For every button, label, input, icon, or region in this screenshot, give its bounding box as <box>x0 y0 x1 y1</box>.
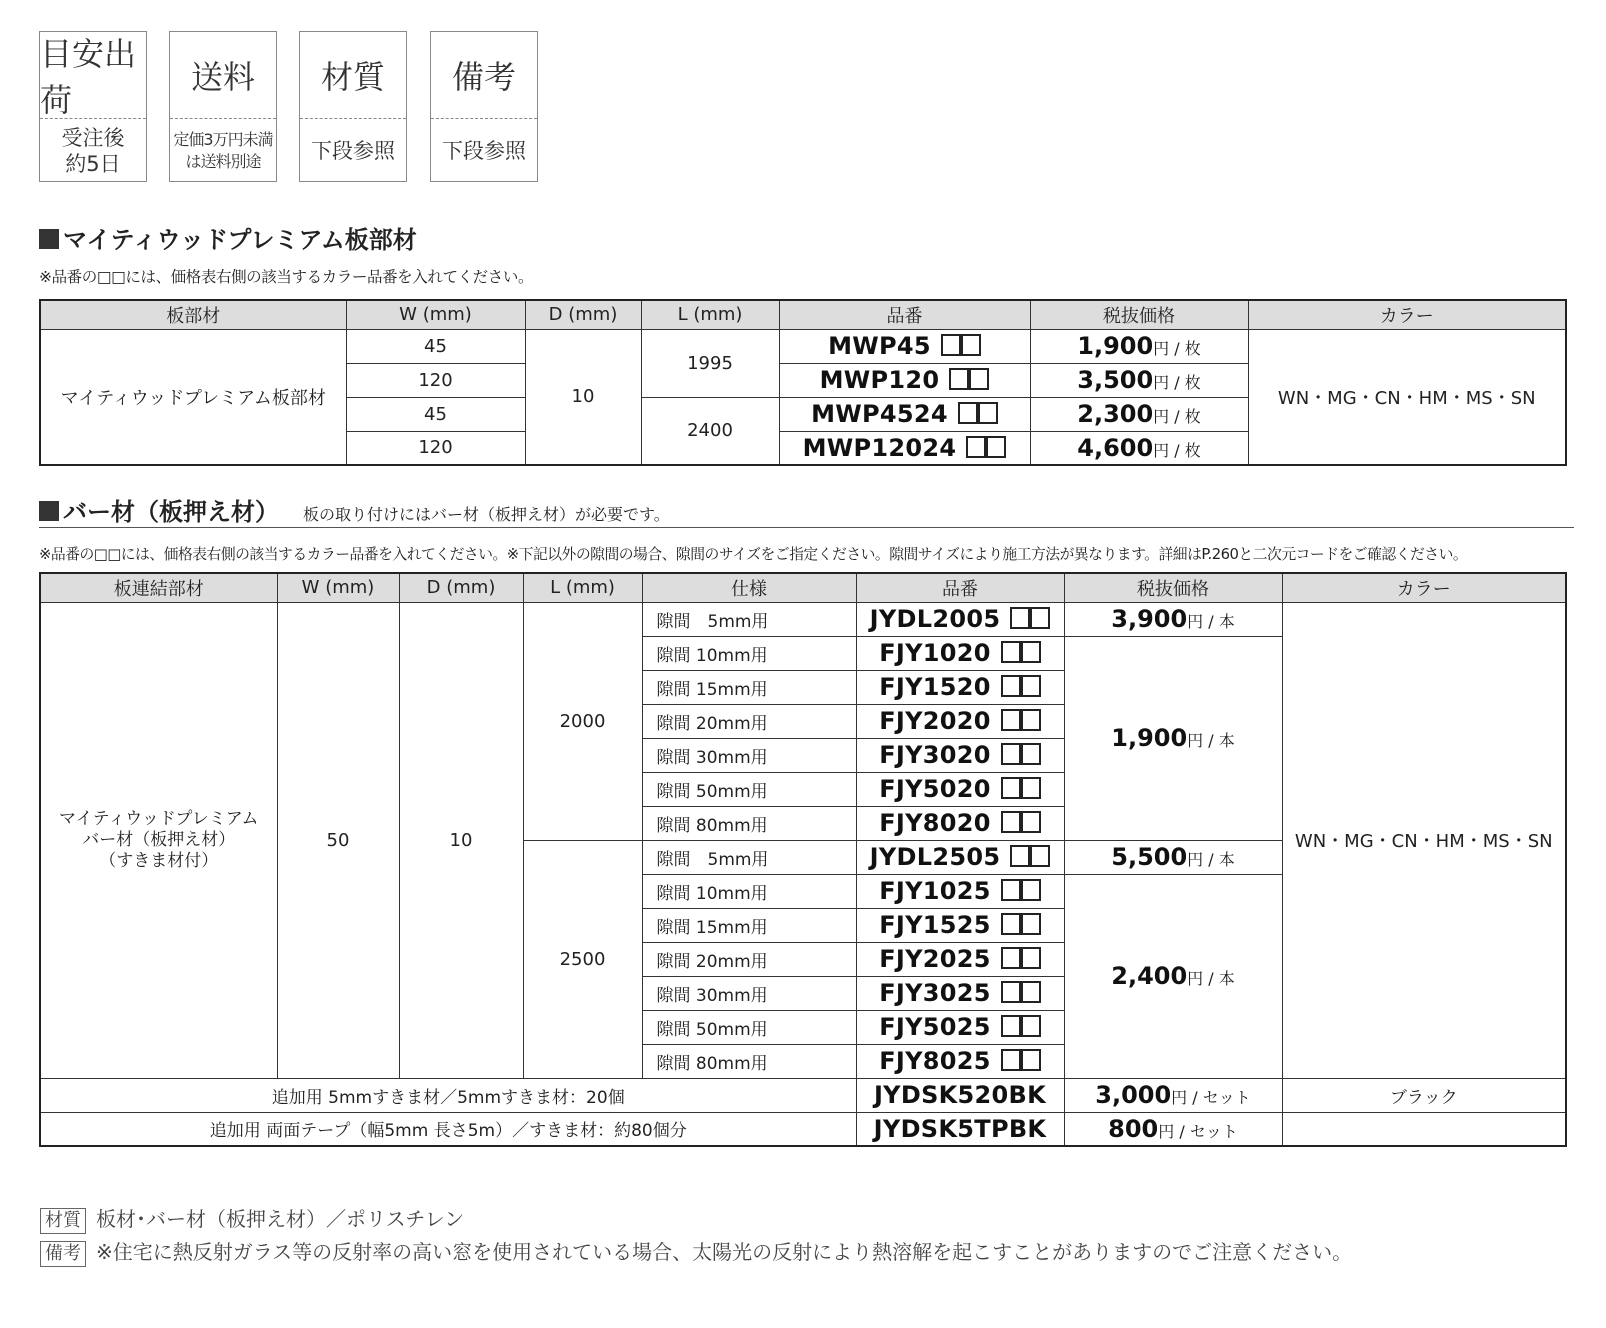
product-code-text: FJY5025 <box>879 1013 991 1041</box>
price-value: 5,500 <box>1111 843 1188 871</box>
column-header: W (mm) <box>346 300 525 329</box>
table-header-row <box>40 573 1566 602</box>
info-box-value: 定価3万円未満 は送料別途 <box>173 130 273 171</box>
square-bullet-icon <box>39 229 59 249</box>
length-cell: 1995 <box>641 329 779 397</box>
depth-cell: 10 <box>525 329 641 465</box>
section-title-bar <box>39 492 670 527</box>
product-code-text: FJY8025 <box>879 1047 991 1075</box>
column-header: L (mm) <box>523 573 642 602</box>
info-box-title: 送料 <box>170 32 276 119</box>
color-code-box-icon <box>961 334 981 356</box>
product-code-text: JYDSK520BK <box>873 1081 1047 1109</box>
color-code-box-icon <box>1001 641 1021 663</box>
spec-cell: 隙間 10mm用 <box>642 874 856 908</box>
product-code <box>779 363 1030 397</box>
product-code <box>856 772 1064 806</box>
product-code-text: MWP45 <box>828 332 931 360</box>
colors-cell: WN・MG・CN・HM・MS・SN <box>1248 329 1566 465</box>
product-code <box>856 942 1064 976</box>
color-code-box-icon <box>969 368 989 390</box>
product-code <box>856 704 1064 738</box>
color-code-box-icon <box>1021 947 1041 969</box>
product-code-text: FJY8020 <box>879 809 991 837</box>
table-row-extra <box>40 1112 1566 1146</box>
material-note <box>40 1203 464 1234</box>
info-box-title: 備考 <box>431 32 537 119</box>
column-header: 仕様 <box>642 573 856 602</box>
color-code-box-icon <box>1001 675 1021 697</box>
column-header: 板連結部材 <box>40 573 277 602</box>
info-box-title: 目安出荷 <box>40 32 146 119</box>
section-note: ※品番の□□には、価格表右側の該当するカラー品番を入れてください。※下記以外の隙間の場合、隙間のサイズをご指定ください。隙間サイズにより施工方法が異なります。詳細はP.260と二次元コードをご確認ください。 <box>39 546 1468 563</box>
table-row-extra <box>40 1078 1566 1112</box>
product-code <box>856 908 1064 942</box>
product-code <box>856 806 1064 840</box>
width-cell: 45 <box>346 397 525 431</box>
length-cell: 2400 <box>641 397 779 465</box>
column-header: D (mm) <box>399 573 523 602</box>
product-code <box>856 738 1064 772</box>
color-code-box-icon <box>949 368 969 390</box>
price-unit: 円 / 枚 <box>1153 440 1201 460</box>
price-cell <box>1064 874 1282 1078</box>
width-cell: 50 <box>277 602 399 1078</box>
product-code-text: FJY2025 <box>879 945 991 973</box>
color-code-box-icon <box>1001 947 1021 969</box>
spec-cell: 隙間 10mm用 <box>642 636 856 670</box>
product-code-text: FJY1520 <box>879 673 991 701</box>
product-code-text: FJY3020 <box>879 741 991 769</box>
color-code-box-icon <box>1021 913 1041 935</box>
price-unit: 円 / セット <box>1171 1088 1251 1107</box>
remarks-tag: 備考 <box>40 1241 86 1267</box>
price-value: 4,600 <box>1077 433 1154 462</box>
section-title-board <box>39 220 417 255</box>
remarks-note <box>40 1236 1352 1267</box>
length-cell: 2500 <box>523 840 642 1078</box>
price-unit: 円 / 枚 <box>1153 339 1201 358</box>
spec-cell: 隙間 50mm用 <box>642 1010 856 1044</box>
color-code-box-icon <box>966 436 986 458</box>
price-value: 3,500 <box>1077 366 1154 394</box>
color-code-box-icon <box>1021 1015 1041 1037</box>
column-header: 品番 <box>856 573 1064 602</box>
color-code-box-icon <box>1010 845 1030 867</box>
color-code-box-icon <box>1021 777 1041 799</box>
product-code-text: FJY5020 <box>879 775 991 803</box>
column-header: カラー <box>1248 300 1566 329</box>
extra-description: 追加用 両面テープ（幅5mm 長さ5m）／すきま材：約80個分 <box>40 1112 856 1146</box>
info-box-shipping-fee <box>169 31 277 182</box>
product-code <box>779 397 1030 431</box>
color-code-box-icon <box>978 402 998 424</box>
color-code-box-icon <box>1001 743 1021 765</box>
product-code <box>856 1078 1064 1112</box>
colors-cell: WN・MG・CN・HM・MS・SN <box>1282 602 1566 1078</box>
product-code-text: JYDL2505 <box>869 843 1001 871</box>
product-code <box>856 1044 1064 1078</box>
color-code-box-icon <box>1021 811 1041 833</box>
price-cell <box>1064 636 1282 840</box>
column-header: L (mm) <box>641 300 779 329</box>
product-code-text: FJY1525 <box>879 911 991 939</box>
price-value: 1,900 <box>1111 724 1188 752</box>
color-code-box-icon <box>1021 709 1041 731</box>
section-title-note: 板の取り付けにはバー材（板押え材）が必要です。 <box>303 505 670 524</box>
color-code-box-icon <box>1001 811 1021 833</box>
spec-cell: 隙間 20mm用 <box>642 704 856 738</box>
width-cell: 120 <box>346 431 525 465</box>
color-code-box-icon <box>1021 743 1041 765</box>
board-price-table <box>39 299 1567 466</box>
spec-cell: 隙間 30mm用 <box>642 738 856 772</box>
spec-cell: 隙間 80mm用 <box>642 806 856 840</box>
section-title-text: マイティウッドプレミアム板部材 <box>63 226 417 254</box>
color-code-box-icon <box>1001 777 1021 799</box>
column-header: D (mm) <box>525 300 641 329</box>
product-code-text: JYDSK5TPBK <box>873 1114 1047 1143</box>
product-code-text: MWP120 <box>819 366 940 394</box>
spec-cell: 隙間 15mm用 <box>642 670 856 704</box>
price-unit: 円 / 本 <box>1187 850 1235 869</box>
spec-cell: 隙間 30mm用 <box>642 976 856 1010</box>
color-code-box-icon <box>1001 1049 1021 1071</box>
price-unit: 円 / 枚 <box>1153 373 1201 392</box>
price-cell <box>1064 840 1282 874</box>
info-box-value: 受注後 約5日 <box>61 126 125 176</box>
price-cell <box>1064 1078 1282 1112</box>
color-code-box-icon <box>1030 845 1050 867</box>
color-code-box-icon <box>1021 1049 1041 1071</box>
product-code <box>856 1112 1064 1146</box>
info-box-remarks <box>430 31 538 182</box>
spec-cell: 隙間 80mm用 <box>642 1044 856 1078</box>
product-name: マイティウッドプレミアム バー材（板押え材） （すきま材付） <box>40 602 277 1078</box>
price-unit: 円 / 本 <box>1187 731 1235 750</box>
color-code-box-icon <box>1010 607 1030 629</box>
color-code-box-icon <box>1001 913 1021 935</box>
width-cell: 120 <box>346 363 525 397</box>
product-code-text: FJY3025 <box>879 979 991 1007</box>
product-code-text: FJY2020 <box>879 707 991 735</box>
product-code <box>856 840 1064 874</box>
price-unit: 円 / 本 <box>1187 612 1235 631</box>
product-code <box>779 431 1030 465</box>
spec-cell: 隙間 15mm用 <box>642 908 856 942</box>
width-cell: 45 <box>346 329 525 363</box>
color-code-box-icon <box>1021 879 1041 901</box>
price-cell <box>1030 397 1248 431</box>
price-value: 3,900 <box>1111 605 1188 633</box>
table-row <box>40 602 1566 636</box>
price-value: 2,300 <box>1077 400 1154 428</box>
product-code-text: FJY1025 <box>879 877 991 905</box>
product-code <box>779 329 1030 363</box>
product-name: マイティウッドプレミアム板部材 <box>40 329 346 465</box>
price-cell <box>1030 329 1248 363</box>
length-cell: 2000 <box>523 602 642 840</box>
color-code-box-icon <box>1001 981 1021 1003</box>
spec-cell: 隙間 20mm用 <box>642 942 856 976</box>
color-code-box-icon <box>1021 641 1041 663</box>
divider <box>39 527 1574 528</box>
price-unit: 円 / セット <box>1158 1121 1238 1141</box>
material-tag: 材質 <box>40 1208 86 1234</box>
colors-cell: ブラック <box>1282 1078 1566 1112</box>
price-cell <box>1064 1112 1282 1146</box>
price-value: 3,000 <box>1095 1081 1172 1109</box>
price-value: 2,400 <box>1111 962 1188 990</box>
product-code <box>856 1010 1064 1044</box>
column-header: カラー <box>1282 573 1566 602</box>
color-code-box-icon <box>941 334 961 356</box>
extra-description: 追加用 5mmすきま材／5mmすきま材：20個 <box>40 1078 856 1112</box>
color-code-box-icon <box>986 436 1006 458</box>
section-note: ※品番の□□には、価格表右側の該当するカラー品番を入れてください。 <box>39 268 534 286</box>
column-header: 品番 <box>779 300 1030 329</box>
column-header: 板部材 <box>40 300 346 329</box>
info-box-title: 材質 <box>300 32 406 119</box>
product-code-text: MWP12024 <box>802 433 957 462</box>
color-code-box-icon <box>1001 709 1021 731</box>
color-code-box-icon <box>1021 675 1041 697</box>
product-code <box>856 976 1064 1010</box>
info-box-value: 下段参照 <box>442 139 526 163</box>
info-box-shipping <box>39 31 147 182</box>
product-code <box>856 636 1064 670</box>
color-code-box-icon <box>1001 1015 1021 1037</box>
remarks-text: ※住宅に熱反射ガラス等の反射率の高い窓を使用されている場合、太陽光の反射により熱溶解を起こすことがありますのでご注意ください。 <box>96 1240 1353 1264</box>
bar-table-body <box>40 602 1566 1146</box>
color-code-box-icon <box>1030 607 1050 629</box>
price-cell <box>1030 431 1248 465</box>
column-header: W (mm) <box>277 573 399 602</box>
product-code-text: MWP4524 <box>811 400 948 428</box>
table-row <box>40 329 1566 363</box>
square-bullet-icon <box>39 501 59 521</box>
product-code-text: JYDL2005 <box>869 605 1001 633</box>
product-code <box>856 602 1064 636</box>
depth-cell: 10 <box>399 602 523 1078</box>
color-code-box-icon <box>1021 981 1041 1003</box>
color-code-box-icon <box>958 402 978 424</box>
material-text: 板材･バー材（板押え材）／ポリスチレン <box>96 1207 465 1231</box>
spec-cell: 隙間 5mm用 <box>642 602 856 636</box>
info-box-material <box>299 31 407 182</box>
price-value: 800 <box>1108 1114 1159 1143</box>
product-code <box>856 670 1064 704</box>
column-header: 税抜価格 <box>1030 300 1248 329</box>
section-title-text: バー材（板押え材） <box>63 498 279 526</box>
bar-price-table <box>39 572 1567 1147</box>
table-header-row <box>40 300 1566 329</box>
product-code-text: FJY1020 <box>879 639 991 667</box>
colors-cell <box>1282 1112 1566 1146</box>
price-value: 1,900 <box>1077 332 1154 360</box>
info-box-value: 下段参照 <box>311 139 395 163</box>
price-cell <box>1030 363 1248 397</box>
column-header: 税抜価格 <box>1064 573 1282 602</box>
price-unit: 円 / 本 <box>1187 969 1235 988</box>
price-cell <box>1064 602 1282 636</box>
spec-cell: 隙間 50mm用 <box>642 772 856 806</box>
product-code <box>856 874 1064 908</box>
spec-cell: 隙間 5mm用 <box>642 840 856 874</box>
price-unit: 円 / 枚 <box>1153 407 1201 426</box>
color-code-box-icon <box>1001 879 1021 901</box>
